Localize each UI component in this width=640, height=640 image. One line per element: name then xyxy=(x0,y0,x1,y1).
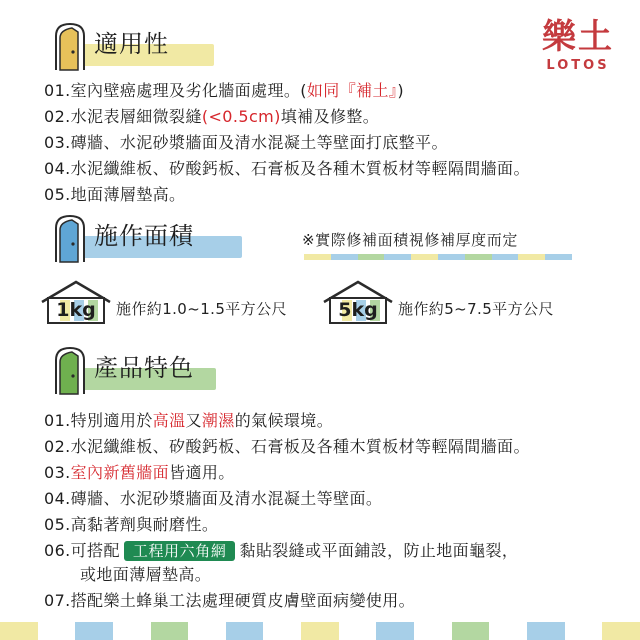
hex-mesh-tag: 工程用六角網 xyxy=(124,541,236,561)
pack-weight: 1kg xyxy=(56,299,96,321)
list-item: 03.室內新舊牆面皆適用。 xyxy=(44,463,235,482)
list-item: 07.搭配樂土蜂巢工法處理硬質皮膚壁面病變使用。 xyxy=(44,591,416,610)
list-item: 04.水泥纖維板、矽酸鈣板、石膏板及各種木質板材等輕隔間牆面。 xyxy=(44,159,530,178)
pack-1kg-badge xyxy=(40,280,112,324)
list-item: 02.水泥表層細微裂縫(<0.5cm)填補及修整。 xyxy=(44,107,380,126)
section-features-header xyxy=(52,346,212,398)
list-item: 03.磚牆、水泥砂漿牆面及清水混凝土等壁面打底整平。 xyxy=(44,133,448,152)
section-title: 產品特色 xyxy=(94,354,194,382)
note-underline xyxy=(304,254,572,260)
section-title: 施作面積 xyxy=(94,222,194,250)
door-icon xyxy=(52,346,88,396)
pack-5kg-badge xyxy=(322,280,394,324)
brand-name-cn: 樂土 xyxy=(542,17,614,57)
section-area-header xyxy=(52,214,242,266)
brand-name-en: LOTOS xyxy=(546,58,610,73)
list-item: 04.磚牆、水泥砂漿牆面及清水混凝土等壁面。 xyxy=(44,489,383,508)
list-item: 05.高黏著劑與耐磨性。 xyxy=(44,515,219,534)
section-title: 適用性 xyxy=(94,30,169,58)
door-icon xyxy=(52,22,88,72)
pack-coverage: 施作約1.0~1.5平方公尺 xyxy=(116,300,287,318)
list-item-continuation: 或地面薄層墊高。 xyxy=(80,565,212,584)
list-item: 05.地面薄層墊高。 xyxy=(44,185,186,204)
list-item: 02.水泥纖維板、矽酸鈣板、石膏板及各種木質板材等輕隔間牆面。 xyxy=(44,437,530,456)
area-note: ※實際修補面積視修補厚度而定 xyxy=(302,231,518,249)
footer-stripe xyxy=(0,622,640,640)
list-item: 01.特別適用於高溫又潮濕的氣候環境。 xyxy=(44,411,334,430)
list-item: 01.室內壁癌處理及劣化牆面處理。(如同『補土』) xyxy=(44,81,404,100)
door-icon xyxy=(52,214,88,264)
section-applicable-header xyxy=(52,22,212,74)
pack-weight: 5kg xyxy=(338,299,378,321)
pack-coverage: 施作約5~7.5平方公尺 xyxy=(398,300,554,318)
brand-logo xyxy=(532,18,624,76)
list-item: 06.可搭配 工程用六角網 黏貼裂縫或平面鋪設，防止地面龜裂， xyxy=(44,541,519,560)
